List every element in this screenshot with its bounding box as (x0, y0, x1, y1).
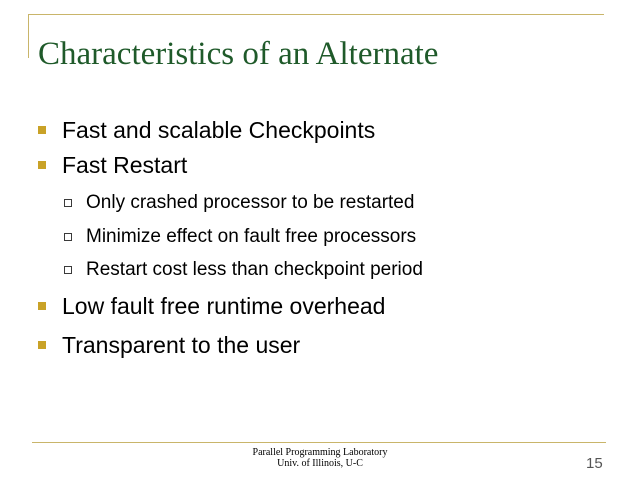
slide-title: Characteristics of an Alternate (38, 36, 439, 72)
bullet-text: Fast Restart (62, 152, 188, 178)
square-bullet-icon (38, 302, 46, 310)
footer-line-2: Univ. of Illinois, U-C (277, 458, 363, 469)
page-number: 15 (586, 455, 603, 472)
bullet-text: Transparent to the user (62, 332, 301, 358)
sub-bullet-text: Minimize effect on fault free processors (86, 226, 417, 247)
sub-bullet-text: Only crashed processor to be restarted (86, 192, 415, 213)
square-bullet-icon (38, 126, 46, 134)
footer-line-1: Parallel Programming Laboratory (252, 447, 388, 458)
square-bullet-icon (38, 341, 46, 349)
sub-bullet-text: Restart cost less than checkpoint period (86, 259, 423, 280)
footer (200, 447, 440, 469)
hollow-square-bullet-icon (64, 233, 72, 241)
hollow-square-bullet-icon (64, 266, 72, 274)
bullet-text: Low fault free runtime overhead (62, 293, 386, 319)
footer-rule (32, 442, 606, 443)
square-bullet-icon (38, 161, 46, 169)
bullet-text: Fast and scalable Checkpoints (62, 117, 376, 143)
hollow-square-bullet-icon (64, 199, 72, 207)
